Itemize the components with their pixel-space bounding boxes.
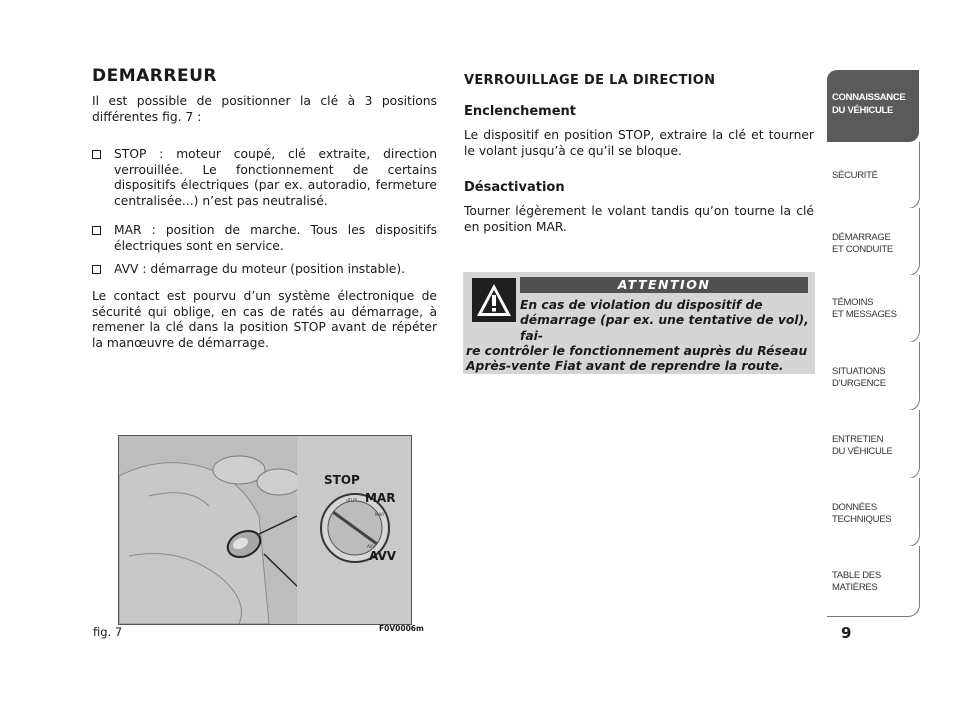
- tab-table-des-matieres[interactable]: [827, 546, 920, 617]
- tab-label-line2: D’URGENCE: [832, 378, 886, 389]
- checkbox-bullet-icon: [92, 265, 101, 274]
- bullet-text: STOP : moteur coupé, clé extraite, direction verrouillée. Le fonctionnement de certains dispositifs électriques (par ex. autoradio, fermeture centralisée...) n’est pas neutralisé.: [114, 147, 437, 208]
- tab-label-line2: TECHNIQUES: [832, 514, 892, 525]
- ignition-illustration: [119, 436, 411, 624]
- tab-securite[interactable]: [827, 142, 920, 209]
- section-title: DEMARREUR: [92, 66, 217, 86]
- tab-temoins-et-messages[interactable]: [827, 275, 920, 343]
- svg-text:AVV: AVV: [367, 544, 375, 549]
- figure-label-stop: STOP: [324, 473, 360, 487]
- bullet-mar: [92, 223, 437, 254]
- security-paragraph: Le contact est pourvu d’un système électronique de sécurité qui oblige, en cas de ratés au démarrage, à remener la clé dans la position STOP avant de répéter la manœuvre de démarrage.: [92, 289, 437, 350]
- tab-donnees-techniques[interactable]: [827, 478, 920, 547]
- ignition-figure: [118, 435, 412, 625]
- desactivation-heading: Désactivation: [464, 180, 565, 195]
- figure-label-mar: MAR: [365, 491, 396, 505]
- checkbox-bullet-icon: [92, 226, 101, 235]
- tab-label-line2: ET MESSAGES: [832, 309, 897, 320]
- svg-text:STOP: STOP: [346, 497, 357, 502]
- tab-label-line2: ET CONDUITE: [832, 244, 893, 255]
- checkbox-bullet-icon: [92, 150, 101, 159]
- enclenchement-heading: Enclenchement: [464, 104, 576, 119]
- tab-connaissance-du-vehicule[interactable]: [827, 70, 919, 142]
- tab-label-line2: DU VÉHICULE: [832, 105, 894, 116]
- tab-label-line1: CONNAISSANCE: [832, 92, 906, 103]
- tab-label-line2: DU VÉHICULE: [832, 446, 893, 457]
- tab-demarrage-et-conduite[interactable]: [827, 208, 920, 276]
- tab-label-line1: SITUATIONS: [832, 366, 886, 377]
- tab-label-line1: TÉMOINS: [832, 297, 874, 308]
- warning-text-line2: re contrôler le fonctionnement auprès du Réseau Après-vente Fiat avant de reprendre la route.: [466, 343, 808, 374]
- bullet-text: MAR : position de marche. Tous les dispositifs électriques sont en service.: [114, 223, 437, 253]
- tab-situations-d-urgence[interactable]: [827, 342, 920, 411]
- tab-label-line1: SÉCURITÉ: [832, 170, 878, 181]
- intro-text: Il est possible de positionner la clé à 3 positions différentes fig. 7 :: [92, 94, 437, 124]
- enclenchement-text: Le dispositif en position STOP, extraire la clé et tourner le volant jusqu’à ce qu’il se bloque.: [464, 128, 814, 158]
- page-number: 9: [841, 624, 852, 642]
- svg-text:MAR: MAR: [375, 512, 384, 517]
- tab-label-line1: DONNÉES: [832, 502, 877, 513]
- figure-caption: fig. 7: [93, 625, 123, 639]
- bullet-stop: [92, 147, 437, 209]
- bullet-text: AVV : démarrage du moteur (position instable).: [114, 262, 406, 276]
- bullet-avv: [92, 262, 437, 278]
- warning-label: ATTENTION: [520, 277, 808, 293]
- tab-label-line1: DÉMARRAGE: [832, 232, 891, 243]
- warning-text: [466, 298, 811, 374]
- tab-label-line1: ENTRETIEN: [832, 434, 884, 445]
- desactivation-text: Tourner légèrement le volant tandis qu’on tourne la clé en position MAR.: [464, 204, 814, 234]
- steering-lock-title: VERROUILLAGE DE LA DIRECTION: [464, 73, 716, 88]
- warning-text-line1: En cas de violation du dispositif de démarrage (par ex. une tentative de vol), fai-: [520, 298, 809, 343]
- figure-code: F0V0006m: [379, 624, 424, 633]
- figure-label-avv: AVV: [369, 549, 397, 563]
- tab-label-line1: TABLE DES: [832, 570, 881, 581]
- tab-entretien-du-vehicule[interactable]: [827, 410, 920, 479]
- tab-label-line2: MATIÈRES: [832, 582, 878, 593]
